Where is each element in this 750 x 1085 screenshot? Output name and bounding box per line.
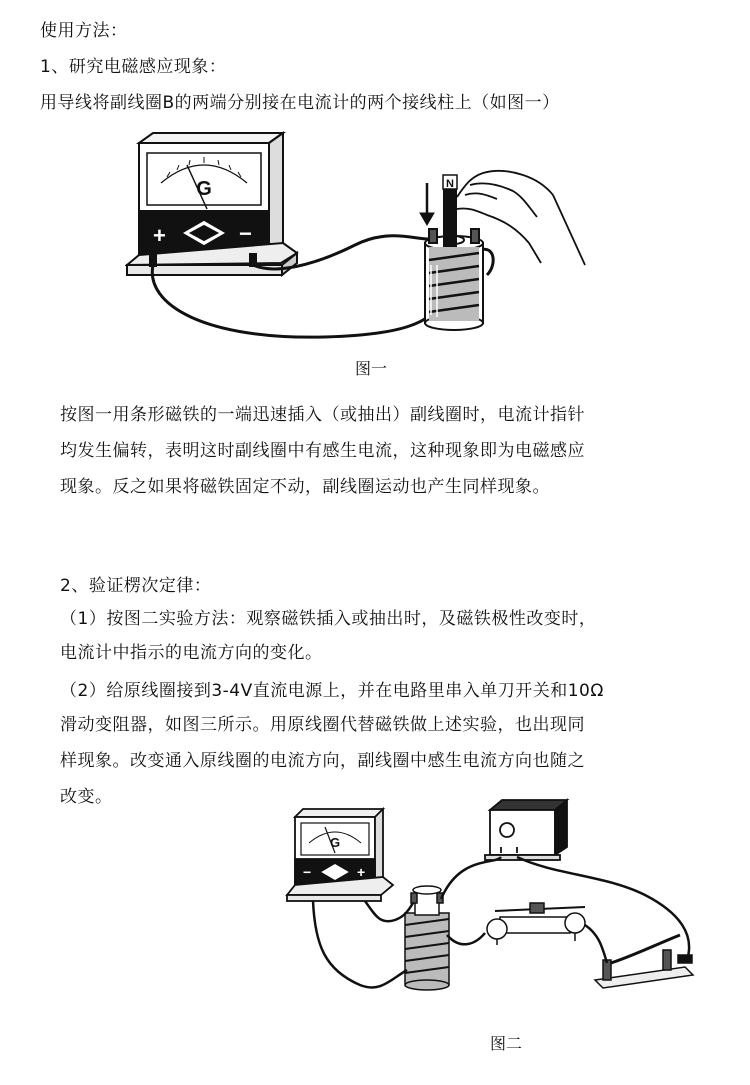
- section1-body-line: 现象。反之如果将磁铁固定不动，副线圈运动也产生同样现象。: [60, 477, 550, 497]
- section1-intro: 用导线将副线圈B的两端分别接在电流计的两个接线柱上（如图一）: [40, 93, 560, 113]
- galvanometer-small: [287, 809, 393, 901]
- knife-switch: [595, 935, 693, 988]
- section2-title: 2、验证楞次定律：: [60, 576, 212, 596]
- section1-body-line: 按图一用条形磁铁的一端迅速插入（或抽出）副线圈时，电流计指针: [60, 405, 585, 425]
- figure2-caption: 图二: [490, 1034, 523, 1053]
- usage-title: 使用方法：: [40, 21, 128, 41]
- down-arrow-icon: [420, 183, 434, 225]
- section1-body-line: 均发生偏转，表明这时副线圈中有感生电流，这种现象即为电磁感应: [60, 441, 585, 461]
- figure2-illustration: [285, 795, 705, 1010]
- section2-line: 电流计中指示的电流方向的变化。: [60, 643, 323, 663]
- figure1-plus-label: +: [153, 223, 166, 248]
- section2-line: （2）给原线圈接到3-4V直流电源上，并在电路里串入单刀开关和10Ω: [60, 681, 604, 701]
- figure1-illustration: [125, 125, 595, 350]
- section1-title: 1、研究电磁感应现象：: [40, 57, 227, 77]
- figure1-caption: 图一: [355, 359, 388, 378]
- section2-line: 改变。: [60, 787, 113, 807]
- figure1-meter-letter: G: [196, 178, 212, 200]
- section2-line: 样现象。改变通入原线圈的电流方向，副线圈中感生电流方向也随之: [60, 751, 585, 771]
- figure2-plus-label: +: [357, 864, 366, 880]
- figure2-minus-label: −: [303, 864, 312, 880]
- section2-line: （1）按图二实验方法：观察磁铁插入或抽出时，及磁铁极性改变时，: [60, 609, 597, 629]
- magnet-pole-label: N: [446, 178, 454, 190]
- section2-line: 滑动变阻器，如图三所示。用原线圈代替磁铁做上述实验，也出现同: [60, 715, 585, 735]
- power-supply: [485, 800, 567, 860]
- figure1-minus-label: −: [239, 221, 252, 246]
- coil-pair: [405, 886, 449, 990]
- rheostat: [487, 903, 585, 945]
- figure2-meter-letter: G: [329, 835, 341, 850]
